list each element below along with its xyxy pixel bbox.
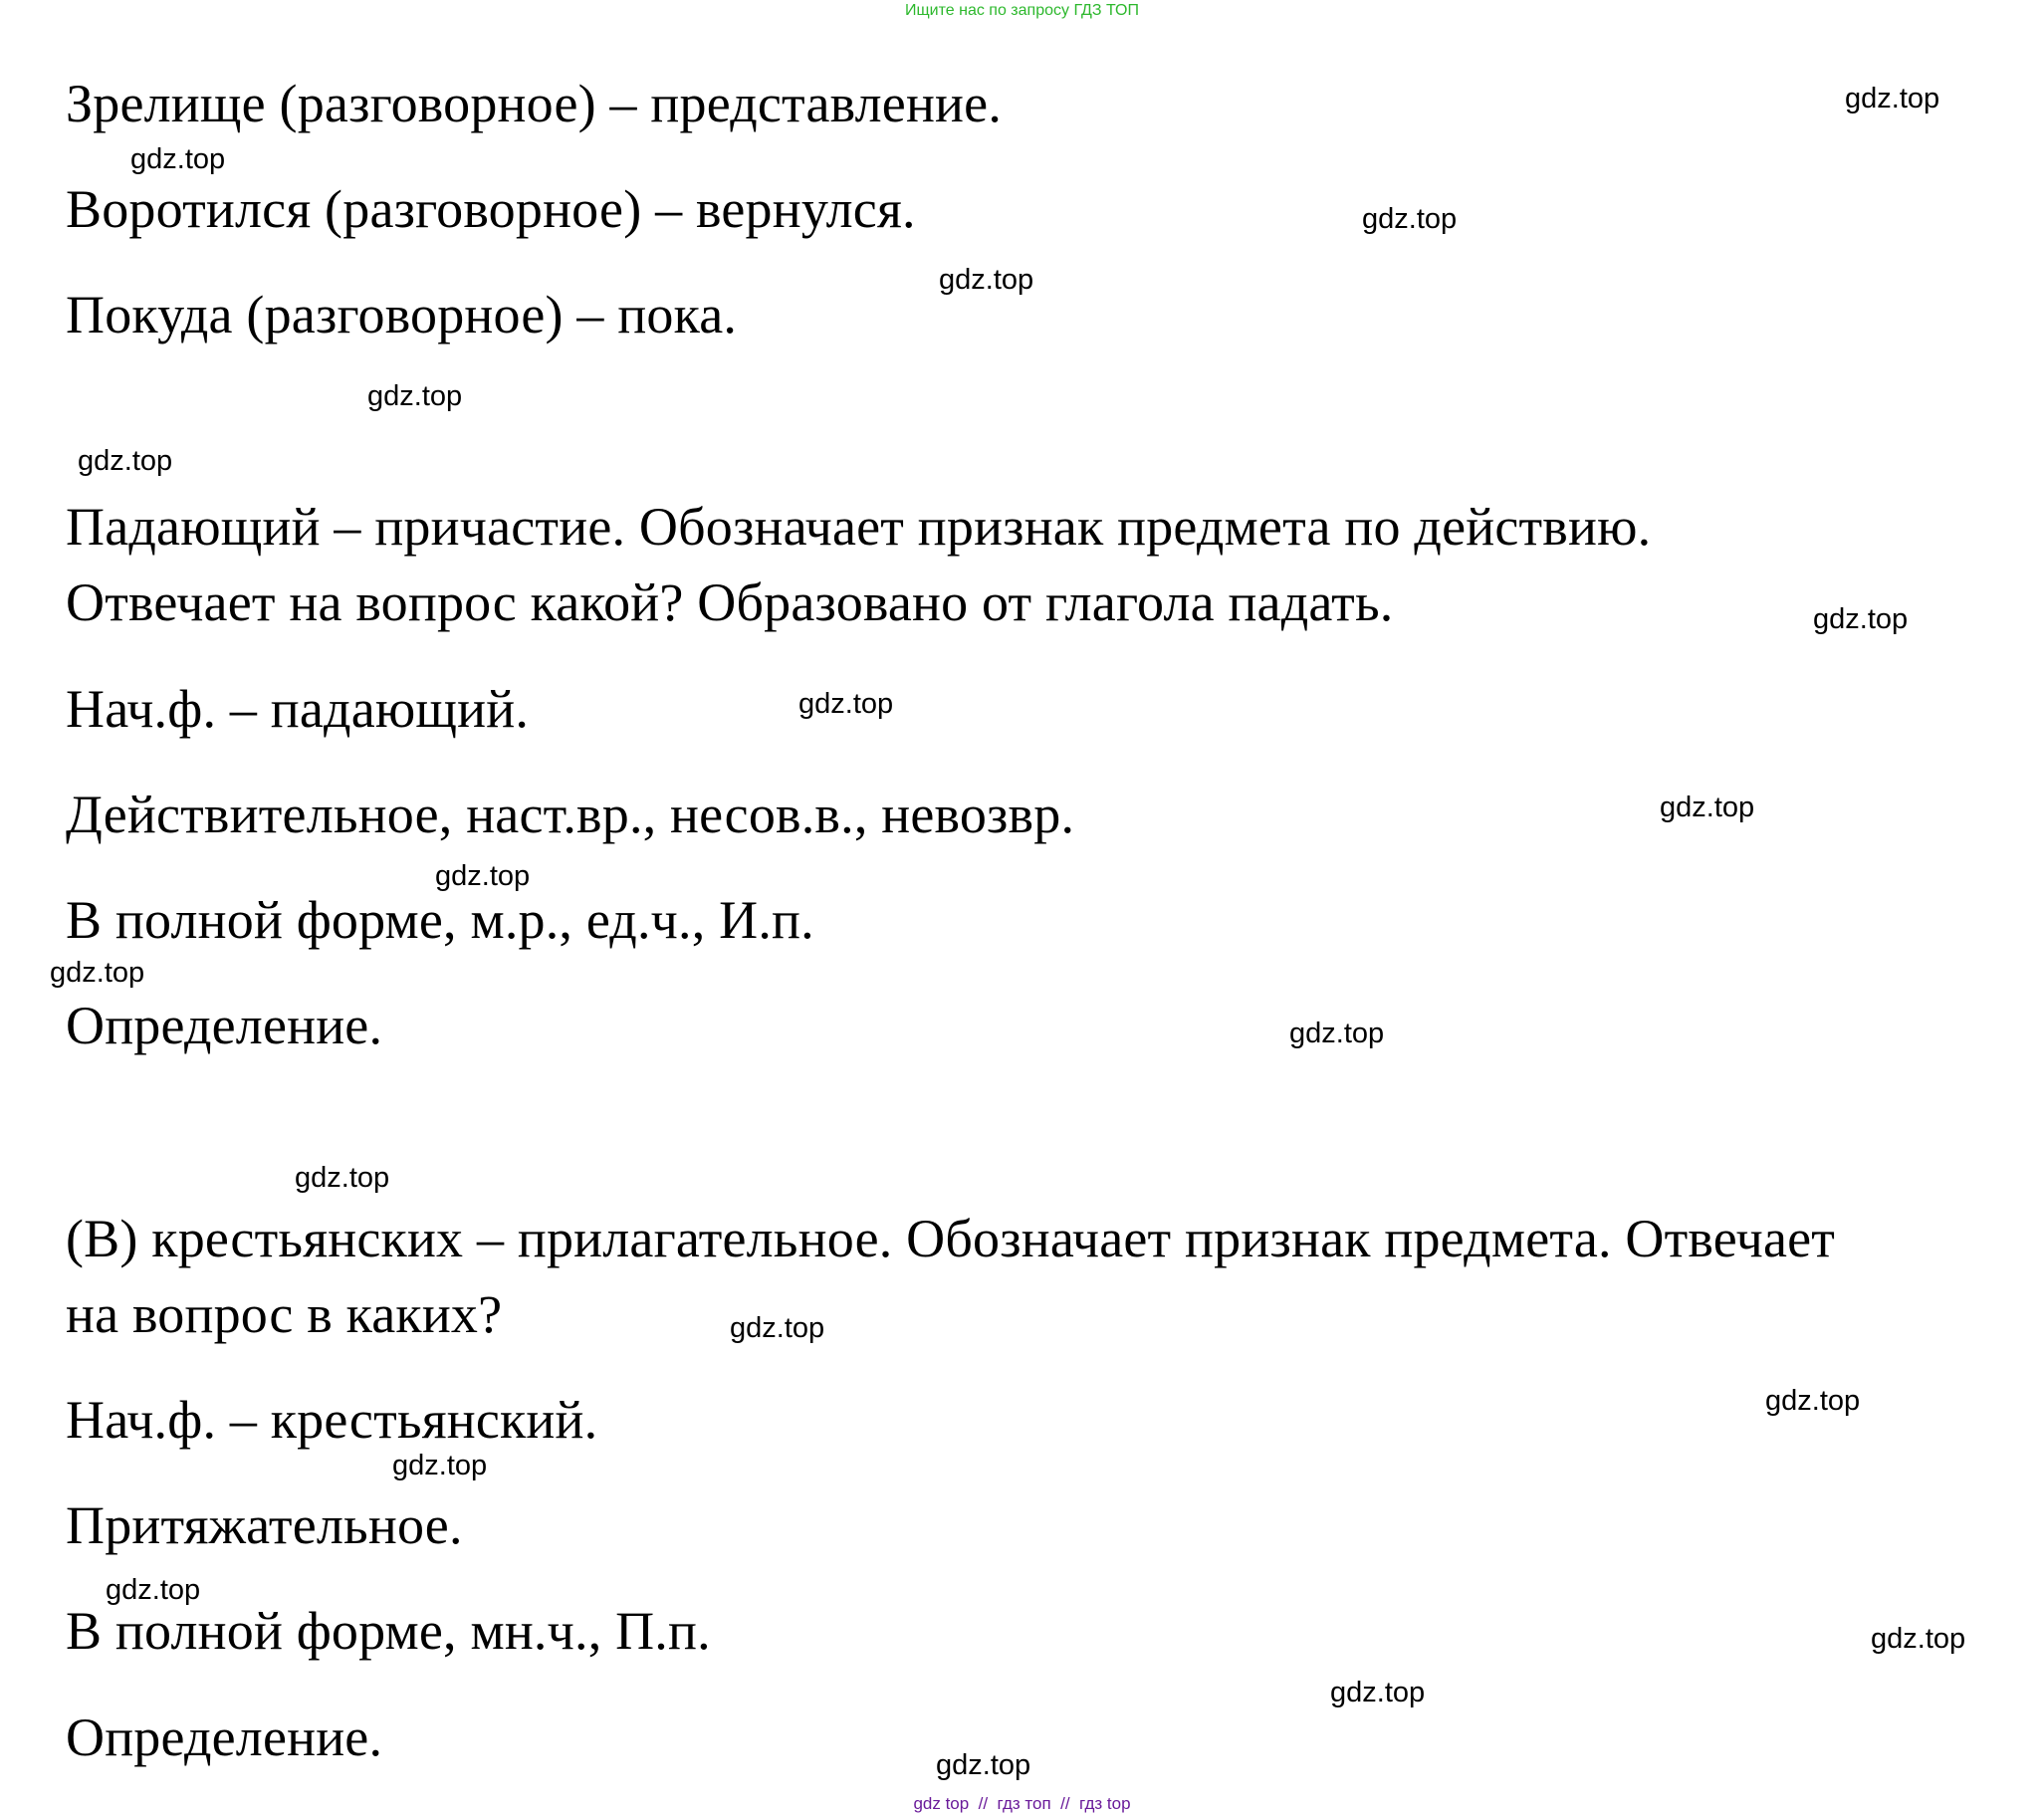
text-line-14: В полной форме, мн.ч., П.п. <box>66 1601 711 1661</box>
text-line-6: Нач.ф. – падающий. <box>66 679 530 739</box>
watermark: gdz.top <box>106 1574 201 1606</box>
text-line-15: Определение. <box>66 1707 383 1767</box>
watermark: gdz.top <box>78 445 173 477</box>
watermark: gdz.top <box>1660 792 1755 823</box>
text-line-13: Притяжательное. <box>66 1495 463 1555</box>
text-line-2: Воротился (разговорное) – вернулся. <box>66 179 916 239</box>
footer-links: gdz top // гдз топ // гдз top <box>913 1794 1131 1813</box>
watermark: gdz.top <box>798 688 894 720</box>
watermark: gdz.top <box>1289 1018 1385 1049</box>
text-line-8: В полной форме, м.р., ед.ч., И.п. <box>66 890 814 950</box>
text-line-9: Определение. <box>66 996 383 1055</box>
text-line-5: Отвечает на вопрос какой? Образовано от глагола падать. <box>66 572 1394 632</box>
watermark: gdz.top <box>367 380 463 412</box>
watermark: gdz.top <box>939 264 1034 296</box>
text-line-11: на вопрос в каких? <box>66 1284 503 1344</box>
top-banner: Ищите нас по запросу ГДЗ ТОП <box>905 2 1139 19</box>
watermark: gdz.top <box>435 860 531 892</box>
watermark: gdz.top <box>130 143 226 175</box>
watermark: gdz.top <box>1845 83 1940 114</box>
watermark: gdz.top <box>936 1749 1031 1781</box>
watermark: gdz.top <box>1765 1385 1861 1417</box>
watermark: gdz.top <box>1362 203 1458 235</box>
text-line-10: (В) крестьянских – прилагательное. Обозначает признак предмета. Отвечает <box>66 1209 1836 1268</box>
watermark: gdz.top <box>295 1162 390 1194</box>
watermark: gdz.top <box>392 1450 488 1481</box>
text-line-4: Падающий – причастие. Обозначает признак предмета по действию. <box>66 497 1652 557</box>
watermark: gdz.top <box>50 957 145 989</box>
text-line-7: Действительное, наст.вр., несов.в., невозвр. <box>66 785 1075 844</box>
watermark: gdz.top <box>1813 603 1909 635</box>
watermark: gdz.top <box>1330 1677 1426 1708</box>
watermark: gdz.top <box>730 1312 825 1344</box>
text-line-12: Нач.ф. – крестьянский. <box>66 1390 598 1450</box>
text-line-1: Зрелище (разговорное) – представление. <box>66 74 1003 133</box>
watermark: gdz.top <box>1871 1623 1966 1655</box>
text-line-3: Покуда (разговорное) – пока. <box>66 285 738 344</box>
